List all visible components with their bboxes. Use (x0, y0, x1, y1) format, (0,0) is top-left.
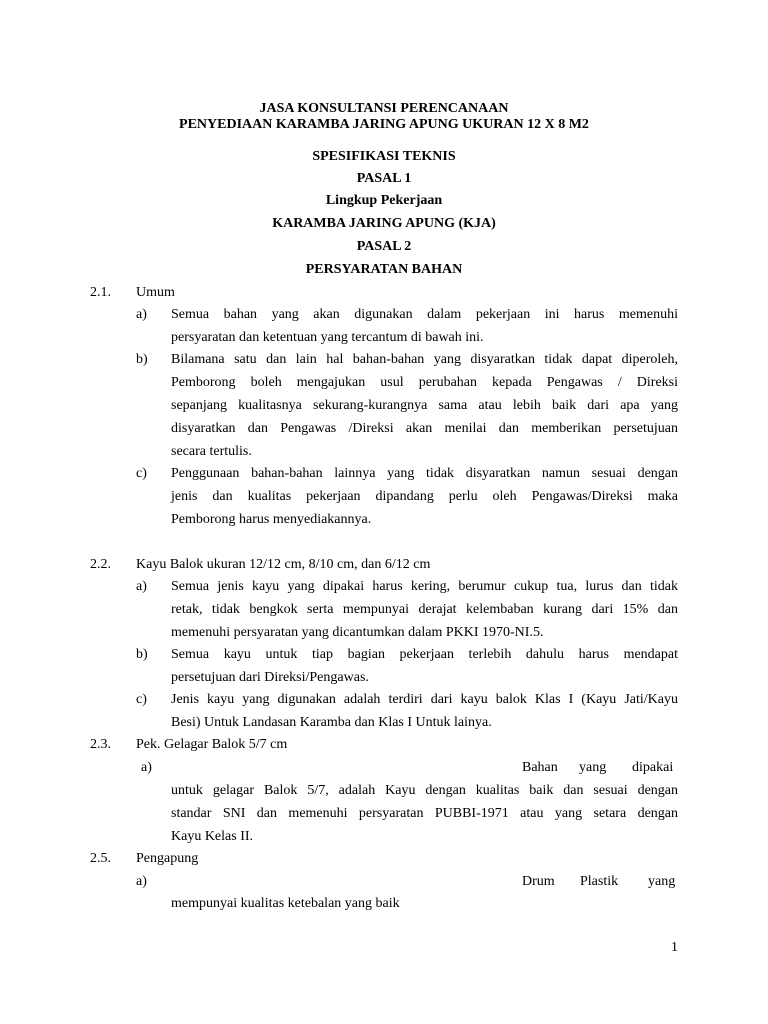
paragraph-line: Semua jenis kayu yang dipakai harus kering, berumur cukup tua, lurus dan tidak (171, 579, 678, 594)
section-number: 2.2. (90, 557, 111, 572)
item-letter: c) (136, 692, 147, 707)
page-number: 1 (671, 940, 678, 955)
item-letter: c) (136, 466, 147, 481)
paragraph-word: Bahan (522, 760, 558, 775)
item-letter: a) (136, 874, 147, 889)
heading-pasal-2: PASAL 2 (356, 239, 412, 254)
paragraph-line: Jenis kayu yang digunakan adalah terdiri dari kayu balok Klas I (Kayu Jati/Kayu (171, 692, 678, 707)
section-number: 2.3. (90, 737, 111, 752)
item-letter: a) (136, 579, 147, 594)
paragraph-line: Kayu Kelas II. (171, 829, 254, 844)
paragraph-line: Semua bahan yang akan digunakan dalam pekerjaan ini harus memenuhi (171, 307, 678, 322)
paragraph-line: standar SNI dan memenuhi persyaratan PUBBI-1971 atau yang setara dengan (171, 806, 678, 821)
section-number: 2.1. (90, 285, 111, 300)
heading-kja: KARAMBA JARING APUNG (KJA) (272, 216, 496, 231)
heading-spesifikasi: SPESIFIKASI TEKNIS (312, 149, 456, 164)
section-heading: Kayu Balok ukuran 12/12 cm, 8/10 cm, dan 6/12 cm (136, 557, 431, 572)
paragraph-line: Pemborong harus menyediakannya. (171, 512, 372, 527)
item-letter: b) (136, 647, 148, 662)
paragraph-line: mempunyai kualitas ketebalan yang baik (171, 896, 400, 911)
paragraph-line: retak, tidak bengkok serta mempunyai derajat kelembaban kurang dari 15% dan (171, 602, 678, 617)
paragraph-line: Bilamana satu dan lain hal bahan-bahan yang disyaratkan tidak dapat diperoleh, (171, 352, 678, 367)
paragraph-word: dipakai (632, 760, 674, 775)
paragraph-line: secara tertulis. (171, 444, 252, 459)
paragraph-line: Besi) Untuk Landasan Karamba dan Klas I Untuk lainya. (171, 715, 492, 730)
item-letter: a) (136, 307, 147, 322)
heading-persyaratan: PERSYARATAN BAHAN (305, 262, 463, 277)
paragraph-line: jenis dan kualitas pekerjaan dipandang perlu oleh Pengawas/Direksi maka (171, 489, 678, 504)
paragraph-word: Plastik (580, 874, 619, 889)
item-letter: b) (136, 352, 148, 367)
paragraph-line: Penggunaan bahan-bahan lainnya yang tidak disyaratkan namun sesuai dengan (171, 466, 678, 481)
paragraph-line: Pemborong boleh mengajukan usul perubahan kepada Pengawas / Direksi (171, 375, 678, 390)
paragraph-line: sepanjang kualitasnya sekurang-kurangnya sama atau lebih baik dari apa yang (171, 398, 678, 413)
paragraph-line: persyaratan dan ketentuan yang tercantum di bawah ini. (171, 330, 484, 345)
section-number: 2.5. (90, 851, 111, 866)
section-heading: Umum (136, 285, 175, 300)
section-heading: Pengapung (136, 851, 199, 866)
title-line-2: PENYEDIAAN KARAMBA JARING APUNG UKURAN 12 X 8 M2 (179, 117, 589, 132)
paragraph-line: Semua kayu untuk tiap bagian pekerjaan terlebih dahulu harus mendapat (171, 647, 678, 662)
section-heading: Pek. Gelagar Balok 5/7 cm (136, 737, 288, 752)
paragraph-line: persetujuan dari Direksi/Pengawas. (171, 670, 369, 685)
paragraph-line: disyaratkan dan Pengawas /Direksi akan menilai dan memberikan persetujuan (171, 421, 678, 436)
heading-lingkup: Lingkup Pekerjaan (325, 193, 443, 208)
heading-pasal-1: PASAL 1 (356, 171, 412, 186)
paragraph-word: yang (648, 874, 676, 889)
paragraph-word: yang (579, 760, 607, 775)
paragraph-line: untuk gelagar Balok 5/7, adalah Kayu dengan kualitas baik dan sesuai dengan (171, 783, 678, 798)
item-letter: a) (141, 760, 152, 775)
title-line-1: JASA KONSULTANSI PERENCANAAN (259, 101, 509, 116)
paragraph-line: memenuhi persyaratan yang dicantumkan dalam PKKI 1970-NI.5. (171, 625, 544, 640)
paragraph-word: Drum (522, 874, 555, 889)
